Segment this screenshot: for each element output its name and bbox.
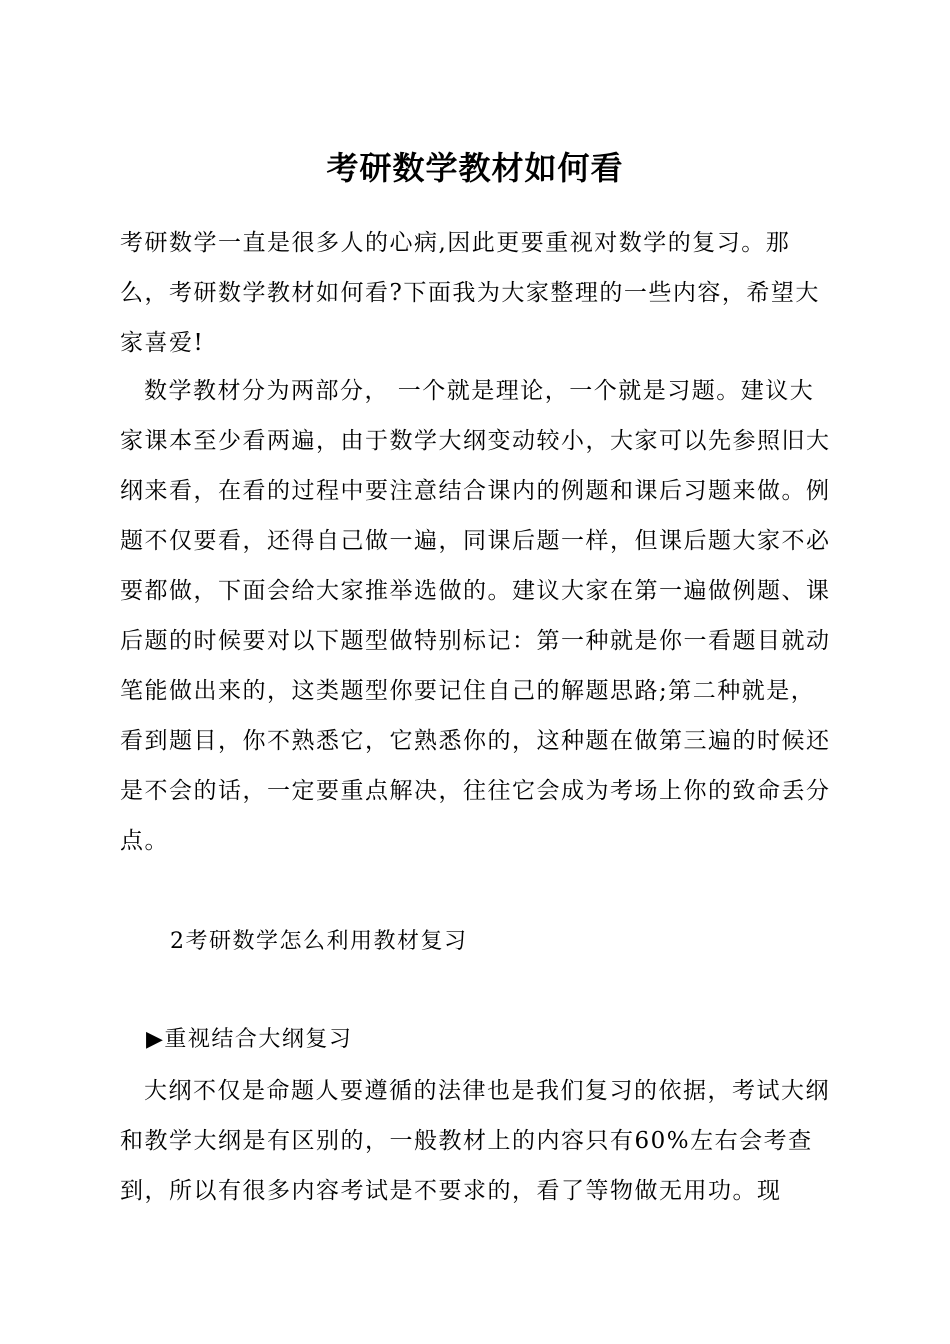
document-title: 考研数学教材如何看 — [326, 149, 624, 187]
section-heading: 2考研数学怎么利用教材复习 — [170, 929, 468, 954]
intro-paragraph: 考研数学一直是很多人的心病,因此更要重视对数学的复习。那么，考研数学教材如何看?下面我为大家整理的一些内容，希望大家喜爱! — [120, 230, 820, 356]
body-paragraph-1: 数学教材分为两部分， 一个就是理论，一个就是习题。建议大家课本至少看两遍，由于数学大纲变动较小，大家可以先参照旧大纲来看，在看的过程中要注意结合课内的例题和课后习题来做。例题不仅要看，还得自己做一遍，同课后题一样，但课后题大家不必要都做，下面会给大家推举选做的。建议大家在第一遍做例题、课后题的时候要对以下题型做特别标记：第一种就是你一看题目就动笔能做出来的，这类题型你要记住自己的解题思路;第二种就是，看到题目，你不熟悉它，它熟悉你的，这种题在做第三遍的时候还是不会的话，一定要重点解决，往往它会成为考场上你的致命丢分点。 — [120, 378, 831, 854]
sub-heading: ▶重视结合大纲复习 — [146, 1027, 353, 1052]
body-paragraph-2: 大纲不仅是命题人要遵循的法律也是我们复习的依据，考试大纲和教学大纲是有区别的，一般教材上的内容只有60%左右会考查到，所以有很多内容考试是不要求的，看了等物做无用功。现 — [120, 1078, 830, 1204]
